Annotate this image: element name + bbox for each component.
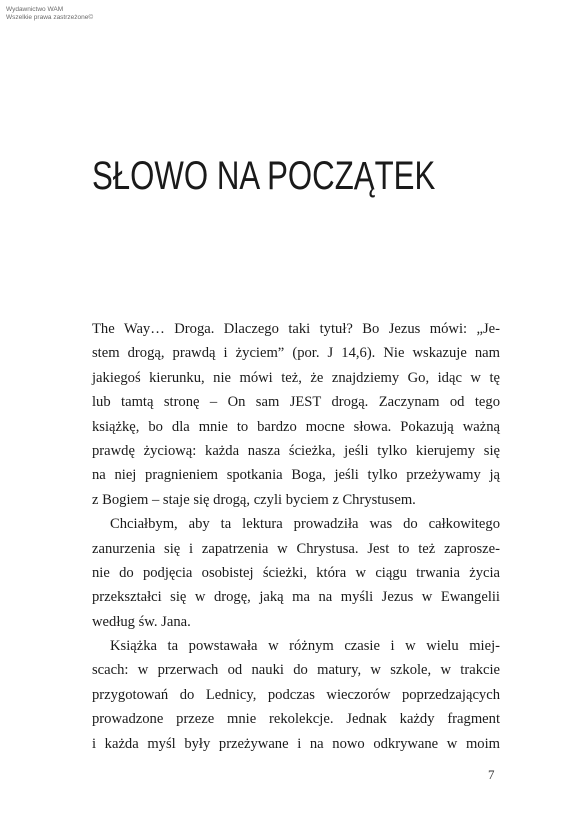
text-line: z Bogiem – staje się drogą, czyli byciem z Chrystusem. xyxy=(92,491,416,508)
publisher-watermark xyxy=(6,6,93,22)
text-line: według św. Jana. xyxy=(92,613,191,630)
watermark-publisher: Wydawnictwo WAM xyxy=(6,6,64,13)
text-line: na niej pragnieniem spotkania Boga, jeśli tylko przeżywamy ją xyxy=(92,467,500,484)
text-line: nie do podjęcia osobistej ścieżki, która w ciągu trwania życia xyxy=(92,564,500,581)
page-number: 7 xyxy=(488,767,495,782)
text-line: i każda myśl były przeżywane i na nowo odkrywane w moim xyxy=(92,735,500,752)
text-line: zanurzenia się i zapatrzenia w Chrystusa. Jest to też zaprosze- xyxy=(92,540,500,557)
watermark-rights: Wszelkie prawa zastrzeżone© xyxy=(6,14,94,21)
text-line: jakiegoś kierunku, nie mówi też, że znajdziemy Go, idąc w tę xyxy=(92,369,500,386)
text-line: przekształci się w drogę, jaką ma na myśli Jezus w Ewangelii xyxy=(92,589,500,606)
text-line: prowadzone przeze mnie rekolekcje. Jednak każdy fragment xyxy=(92,711,500,728)
text-line: prawdę życiową: każda nasza ścieżka, jeśli tylko kierujemy się xyxy=(92,442,500,459)
text-line: Książka ta powstawała w różnym czasie i w wielu miej- xyxy=(110,638,500,655)
text-line: książkę, bo dla mnie to bardzo mocne słowa. Pokazują ważną xyxy=(92,418,500,435)
text-line: Chciałbym, aby ta lektura prowadziła was do całkowitego xyxy=(110,516,500,533)
text-line: stem drogą, prawdą i życiem” (por. J 14,6). Nie wskazuje nam xyxy=(92,345,500,362)
text-line: lub tamtą stronę – On sam JEST drogą. Zaczynam od tego xyxy=(92,394,500,411)
text-line: przygotowań do Lednicy, podczas wieczorów poprzedzających xyxy=(92,686,500,703)
text-line: scach: w przerwach od nauki do matury, w szkole, w trakcie xyxy=(92,662,500,679)
paragraph-2 xyxy=(92,512,500,634)
body-text xyxy=(92,317,500,756)
paragraph-3 xyxy=(92,634,500,756)
chapter-title: SŁOWO NA POCZĄTEK xyxy=(92,154,436,198)
paragraph-1 xyxy=(92,317,500,512)
text-line: The Way… Droga. Dlaczego taki tytuł? Bo Jezus mówi: „Je- xyxy=(92,321,500,337)
